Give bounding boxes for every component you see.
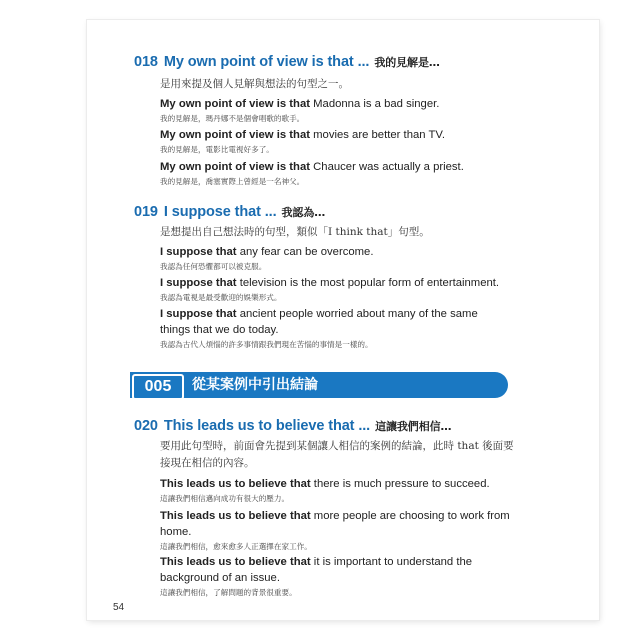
- example-translation: 我的見解是，電影比電視好多了。: [160, 145, 274, 154]
- phrase-heading-019: [134, 204, 325, 220]
- example-sentence: I suppose that any fear can be overcome.: [160, 246, 374, 258]
- example-sentence: This leads us to believe that it is important to understand the background of an issue.: [160, 556, 473, 584]
- example-item: [160, 159, 570, 187]
- example-sentence: I suppose that ancient people worried about many of the same things that we do today.: [160, 308, 478, 336]
- phrase-heading-018: [134, 54, 440, 70]
- example-item: [160, 476, 570, 504]
- example-item: [160, 306, 510, 350]
- phrase-number: 019: [134, 204, 158, 220]
- example-translation: 這讓我們相信，愈來愈多人正選擇在家工作。: [160, 542, 312, 551]
- example-translation: 我認為任何恐懼都可以被克服。: [160, 262, 267, 271]
- example-item: [160, 275, 570, 303]
- phrase-title-zh: 我認為…: [281, 206, 326, 219]
- example-sentence: I suppose that television is the most popular form of entertainment.: [160, 277, 500, 289]
- example-item: [160, 508, 520, 552]
- example-translation: 這讓我們相信，了解問題的背景很重要。: [160, 588, 297, 597]
- example-sentence: My own point of view is that movies are better than TV.: [160, 129, 446, 141]
- page-number: 54: [113, 602, 125, 613]
- example-translation: 我的見解是，喬塞實際上曾經是一名神父。: [160, 177, 305, 186]
- phrase-number: 020: [134, 418, 158, 434]
- example-translation: 我認為古代人煩惱的許多事情跟我們現在苦惱的事情是一樣的。: [160, 340, 373, 349]
- example-sentence: My own point of view is that Chaucer was actually a priest.: [160, 161, 464, 173]
- example-item: [160, 554, 490, 598]
- phrase-description: 要用此句型時，前面會先提到某個讓人相信的案例的結論，此時 that 後面要接現在相信的內容。: [160, 440, 514, 469]
- example-sentence: My own point of view is that Madonna is a bad singer.: [160, 98, 440, 110]
- phrase-title: This leads us to believe that ...: [163, 418, 371, 434]
- phrase-description: 是想提出自己想法時的句型，類似「I think that」句型。: [160, 226, 430, 238]
- example-item: [160, 127, 570, 155]
- example-translation: 我的見解是，瑪丹娜不是個會唱歌的歌手。: [160, 114, 305, 123]
- category-bar: [130, 372, 508, 398]
- category-title: 從某案例中引出結論: [192, 377, 318, 393]
- example-translation: 我認為電視是最受歡迎的娛樂形式。: [160, 293, 282, 302]
- example-sentence: This leads us to believe that more people are choosing to work from home.: [160, 510, 510, 538]
- book-page: [87, 20, 599, 620]
- phrase-title: My own point of view is that ...: [163, 54, 370, 70]
- phrase-heading-020: [134, 418, 451, 434]
- phrase-number: 018: [134, 54, 158, 70]
- phrase-title-zh: 我的見解是…: [374, 56, 440, 69]
- example-item: [160, 244, 570, 272]
- phrase-description: 是用來提及個人見解與想法的句型之一。: [160, 78, 349, 90]
- phrase-title-zh: 這讓我們相信…: [375, 420, 452, 433]
- category-number: 005: [132, 374, 184, 400]
- phrase-title: I suppose that ...: [163, 204, 277, 220]
- example-translation: 這讓我們相信邁向成功有很大的壓力。: [160, 494, 290, 503]
- example-item: [160, 96, 570, 124]
- example-sentence: This leads us to believe that there is much pressure to succeed.: [160, 478, 490, 490]
